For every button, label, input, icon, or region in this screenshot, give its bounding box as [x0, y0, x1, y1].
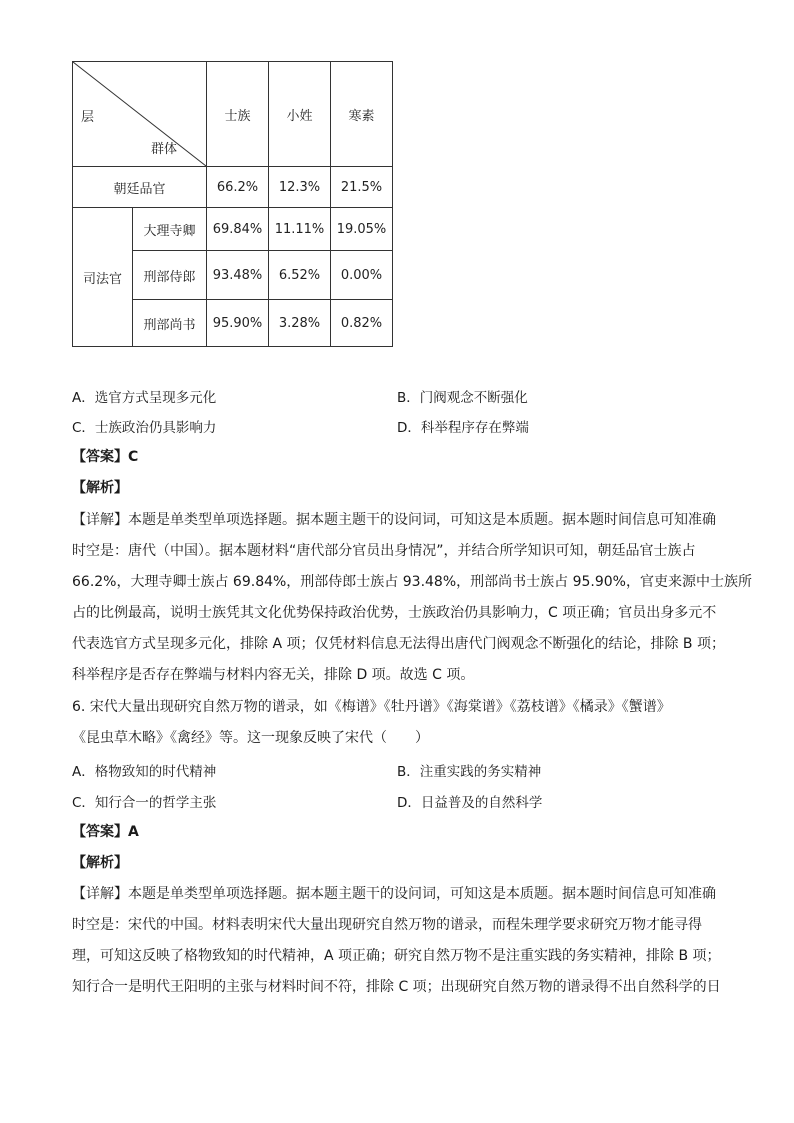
column-header: 小姓: [269, 62, 331, 167]
table-cell: 95.90%: [207, 300, 269, 347]
row-sub-label: 刑部侍郎: [133, 251, 207, 300]
q6-analysis-label: 【解析】: [72, 855, 128, 871]
corner-label-bottom: 群体: [151, 142, 178, 157]
table-cell: 12.3%: [269, 167, 331, 208]
q6-stem-line: 《昆虫草木略》《禽经》等。这一现象反映了宋代（ ）: [72, 730, 429, 746]
column-header: 寒素: [331, 62, 393, 167]
q5-option-b: B．门阀观念不断强化: [397, 390, 528, 406]
q5-detail-line: 时空是：唐代（中国）。据本题材料“唐代部分官员出身情况”，并结合所学知识可知，朝廷品官士族占: [72, 543, 696, 559]
q6-detail-line: 知行合一是明代王阳明的主张与材料时间不符，排除 C 项；出现研究自然万物的谱录得不出自然科学的日: [72, 979, 721, 995]
q6-option-a: A．格物致知的时代精神: [72, 764, 217, 780]
q5-detail-line: 【详解】本题是单类型单项选择题。据本题主题干的设问词，可知这是本质题。据本题时间信息可知准确: [72, 512, 716, 528]
table-row: [73, 167, 393, 208]
q6-detail-line: 理，可知这反映了格物致知的时代精神，A 项正确；研究自然万物不是注重实践的务实精神，排除 B 项；: [72, 948, 721, 964]
q6-stem-line: 6. 宋代大量出现研究自然万物的谱录，如《梅谱》《牡丹谱》《海棠谱》《荔枝谱》《橘录》《蟹谱》: [72, 699, 671, 715]
table-corner-cell: [73, 62, 207, 167]
row-group-label: 司法官: [73, 208, 133, 347]
corner-label-top: 层: [81, 110, 95, 125]
q6-option-b: B．注重实践的务实精神: [397, 764, 542, 780]
table-cell: 0.82%: [331, 300, 393, 347]
official-origin-table: [72, 61, 393, 347]
row-group-label: 朝廷品官: [73, 167, 207, 208]
q5-detail-line: 66.2%，大理寺卿士族占 69.84%，刑部侍郎士族占 93.48%，刑部尚书士族占 95.90%，官吏来源中士族所: [72, 574, 752, 590]
row-sub-label: 刑部尚书: [133, 300, 207, 347]
table-cell: 6.52%: [269, 251, 331, 300]
table-row: [73, 208, 393, 251]
q5-option-a: A．选官方式呈现多元化: [72, 390, 217, 406]
row-sub-label: 大理寺卿: [133, 208, 207, 251]
table-cell: 21.5%: [331, 167, 393, 208]
q6-option-c: C．知行合一的哲学主张: [72, 795, 217, 811]
table-cell: 0.00%: [331, 251, 393, 300]
q5-option-c: C．士族政治仍具影响力: [72, 420, 217, 436]
table-cell: 3.28%: [269, 300, 331, 347]
q5-answer: 【答案】C: [72, 449, 139, 465]
q5-analysis-label: 【解析】: [72, 480, 128, 496]
q5-detail-line: 代表选官方式呈现多元化，排除 A 项；仅凭材料信息无法得出唐代门阀观念不断强化的结论，排除 B 项；: [72, 636, 725, 652]
table-cell: 93.48%: [207, 251, 269, 300]
table-cell: 11.11%: [269, 208, 331, 251]
q5-detail-line: 占的比例最高，说明士族凭其文化优势保持政治优势，士族政治仍具影响力，C 项正确；官员出身多元不: [72, 605, 717, 621]
q6-detail-line: 时空是：宋代的中国。材料表明宋代大量出现研究自然万物的谱录，而程朱理学要求研究万物才能寻得: [72, 917, 702, 933]
q6-answer: 【答案】A: [72, 824, 139, 840]
column-header: 士族: [207, 62, 269, 167]
q6-detail-line: 【详解】本题是单类型单项选择题。据本题主题干的设问词，可知这是本质题。据本题时间信息可知准确: [72, 886, 716, 902]
q5-option-d: D．科举程序存在弊端: [397, 420, 529, 436]
q5-detail-line: 科举程序是否存在弊端与材料内容无关，排除 D 项。故选 C 项。: [72, 667, 475, 683]
table-cell: 19.05%: [331, 208, 393, 251]
table-cell: 69.84%: [207, 208, 269, 251]
q6-option-d: D．日益普及的自然科学: [397, 795, 543, 811]
table-cell: 66.2%: [207, 167, 269, 208]
